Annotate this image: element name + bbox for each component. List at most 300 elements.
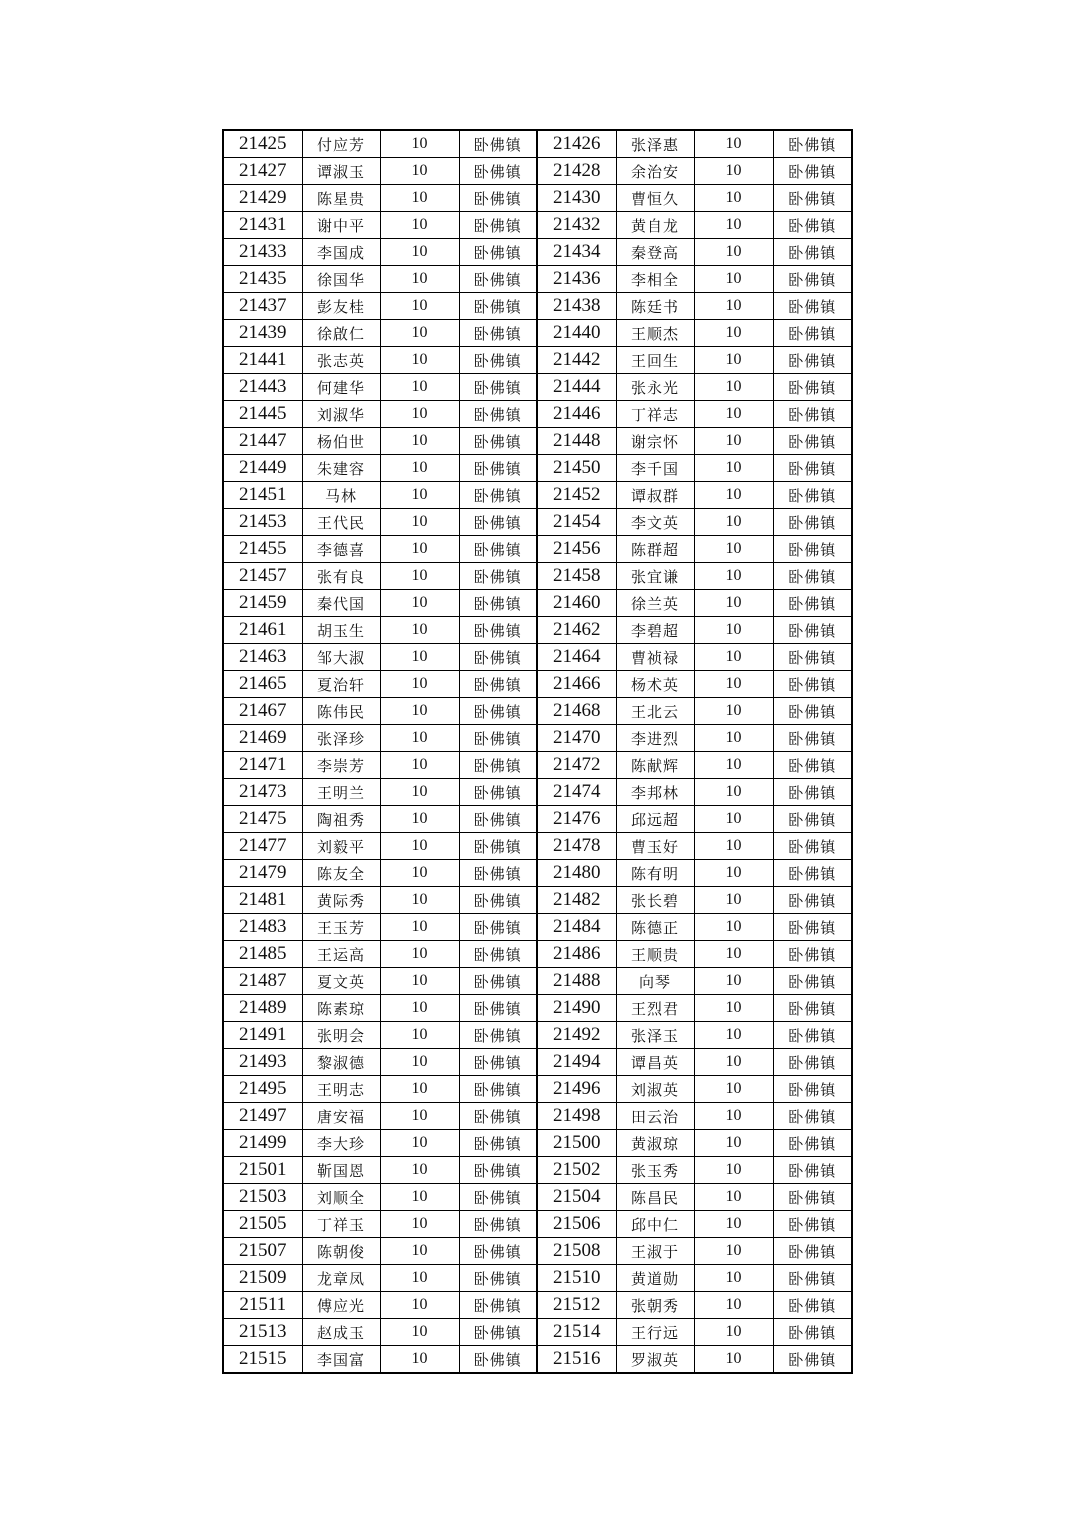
- record-id-cell: 21451: [223, 482, 302, 509]
- town-cell: 卧佛镇: [773, 212, 852, 239]
- record-id-cell: 21436: [537, 266, 616, 293]
- person-name-cell: 罗淑英: [616, 1346, 694, 1374]
- record-id-cell: 21440: [537, 320, 616, 347]
- person-name-cell: 陈星贵: [302, 185, 380, 212]
- person-name-cell: 王北云: [616, 698, 694, 725]
- person-name-cell: 杨术英: [616, 671, 694, 698]
- amount-cell: 10: [380, 1265, 459, 1292]
- record-id-cell: 21449: [223, 455, 302, 482]
- person-name-cell: 陈廷书: [616, 293, 694, 320]
- amount-cell: 10: [380, 995, 459, 1022]
- amount-cell: 10: [380, 725, 459, 752]
- table-row: [223, 617, 852, 644]
- town-cell: 卧佛镇: [773, 1049, 852, 1076]
- town-cell: 卧佛镇: [773, 563, 852, 590]
- amount-cell: 10: [694, 1211, 773, 1238]
- amount-cell: 10: [694, 860, 773, 887]
- town-cell: 卧佛镇: [459, 1049, 537, 1076]
- amount-cell: 10: [380, 1319, 459, 1346]
- amount-cell: 10: [380, 1184, 459, 1211]
- record-id-cell: 21429: [223, 185, 302, 212]
- record-id-cell: 21482: [537, 887, 616, 914]
- table-row: [223, 563, 852, 590]
- town-cell: 卧佛镇: [773, 617, 852, 644]
- person-name-cell: 李国富: [302, 1346, 380, 1374]
- record-id-cell: 21496: [537, 1076, 616, 1103]
- town-cell: 卧佛镇: [773, 779, 852, 806]
- table-row: [223, 1157, 852, 1184]
- record-id-cell: 21460: [537, 590, 616, 617]
- person-name-cell: 王顺杰: [616, 320, 694, 347]
- town-cell: 卧佛镇: [459, 698, 537, 725]
- table-row: [223, 644, 852, 671]
- record-id-cell: 21480: [537, 860, 616, 887]
- town-cell: 卧佛镇: [459, 779, 537, 806]
- amount-cell: 10: [694, 1346, 773, 1374]
- amount-cell: 10: [380, 158, 459, 185]
- record-id-cell: 21459: [223, 590, 302, 617]
- record-id-cell: 21452: [537, 482, 616, 509]
- record-id-cell: 21441: [223, 347, 302, 374]
- person-name-cell: 徐国华: [302, 266, 380, 293]
- town-cell: 卧佛镇: [459, 266, 537, 293]
- table-row: [223, 1211, 852, 1238]
- record-id-cell: 21499: [223, 1130, 302, 1157]
- table-row: [223, 1238, 852, 1265]
- record-id-cell: 21501: [223, 1157, 302, 1184]
- record-id-cell: 21488: [537, 968, 616, 995]
- amount-cell: 10: [380, 914, 459, 941]
- amount-cell: 10: [380, 185, 459, 212]
- person-name-cell: 王明兰: [302, 779, 380, 806]
- amount-cell: 10: [694, 293, 773, 320]
- town-cell: 卧佛镇: [773, 1076, 852, 1103]
- town-cell: 卧佛镇: [459, 1157, 537, 1184]
- town-cell: 卧佛镇: [773, 374, 852, 401]
- person-name-cell: 王淑于: [616, 1238, 694, 1265]
- amount-cell: 10: [694, 1319, 773, 1346]
- amount-cell: 10: [694, 1157, 773, 1184]
- record-id-cell: 21438: [537, 293, 616, 320]
- amount-cell: 10: [380, 1157, 459, 1184]
- town-cell: 卧佛镇: [459, 401, 537, 428]
- person-name-cell: 黎淑德: [302, 1049, 380, 1076]
- person-name-cell: 张明会: [302, 1022, 380, 1049]
- record-id-cell: 21494: [537, 1049, 616, 1076]
- record-id-cell: 21426: [537, 130, 616, 158]
- town-cell: 卧佛镇: [773, 968, 852, 995]
- person-name-cell: 曹恒久: [616, 185, 694, 212]
- person-name-cell: 靳国恩: [302, 1157, 380, 1184]
- person-name-cell: 徐兰英: [616, 590, 694, 617]
- table-row: [223, 320, 852, 347]
- town-cell: 卧佛镇: [773, 1157, 852, 1184]
- record-id-cell: 21504: [537, 1184, 616, 1211]
- person-name-cell: 夏治轩: [302, 671, 380, 698]
- town-cell: 卧佛镇: [773, 185, 852, 212]
- town-cell: 卧佛镇: [459, 941, 537, 968]
- record-id-cell: 21484: [537, 914, 616, 941]
- record-id-cell: 21454: [537, 509, 616, 536]
- town-cell: 卧佛镇: [773, 455, 852, 482]
- table-row: [223, 185, 852, 212]
- record-id-cell: 21502: [537, 1157, 616, 1184]
- person-name-cell: 陈昌民: [616, 1184, 694, 1211]
- amount-cell: 10: [694, 698, 773, 725]
- record-id-cell: 21464: [537, 644, 616, 671]
- table-row: [223, 401, 852, 428]
- record-id-cell: 21431: [223, 212, 302, 239]
- town-cell: 卧佛镇: [773, 401, 852, 428]
- record-id-cell: 21514: [537, 1319, 616, 1346]
- amount-cell: 10: [694, 1238, 773, 1265]
- amount-cell: 10: [380, 401, 459, 428]
- record-id-cell: 21463: [223, 644, 302, 671]
- person-name-cell: 李文英: [616, 509, 694, 536]
- record-id-cell: 21489: [223, 995, 302, 1022]
- person-name-cell: 张泽玉: [616, 1022, 694, 1049]
- record-id-cell: 21474: [537, 779, 616, 806]
- person-name-cell: 朱建容: [302, 455, 380, 482]
- amount-cell: 10: [380, 779, 459, 806]
- record-id-cell: 21446: [537, 401, 616, 428]
- town-cell: 卧佛镇: [459, 374, 537, 401]
- person-name-cell: 王明志: [302, 1076, 380, 1103]
- town-cell: 卧佛镇: [459, 1211, 537, 1238]
- table-row: [223, 698, 852, 725]
- record-id-cell: 21513: [223, 1319, 302, 1346]
- town-cell: 卧佛镇: [773, 833, 852, 860]
- town-cell: 卧佛镇: [459, 617, 537, 644]
- town-cell: 卧佛镇: [459, 293, 537, 320]
- town-cell: 卧佛镇: [773, 1319, 852, 1346]
- person-name-cell: 张有良: [302, 563, 380, 590]
- amount-cell: 10: [694, 1292, 773, 1319]
- person-name-cell: 王玉芳: [302, 914, 380, 941]
- amount-cell: 10: [380, 212, 459, 239]
- roster-table-body: [223, 130, 852, 1373]
- town-cell: 卧佛镇: [459, 914, 537, 941]
- person-name-cell: 徐啟仁: [302, 320, 380, 347]
- person-name-cell: 陈有明: [616, 860, 694, 887]
- record-id-cell: 21477: [223, 833, 302, 860]
- record-id-cell: 21479: [223, 860, 302, 887]
- amount-cell: 10: [694, 130, 773, 158]
- town-cell: 卧佛镇: [459, 428, 537, 455]
- amount-cell: 10: [380, 1346, 459, 1374]
- record-id-cell: 21507: [223, 1238, 302, 1265]
- table-row: [223, 158, 852, 185]
- amount-cell: 10: [694, 725, 773, 752]
- amount-cell: 10: [694, 1130, 773, 1157]
- person-name-cell: 陶祖秀: [302, 806, 380, 833]
- amount-cell: 10: [380, 617, 459, 644]
- town-cell: 卧佛镇: [459, 212, 537, 239]
- town-cell: 卧佛镇: [459, 158, 537, 185]
- amount-cell: 10: [694, 1049, 773, 1076]
- town-cell: 卧佛镇: [459, 1022, 537, 1049]
- amount-cell: 10: [694, 1265, 773, 1292]
- amount-cell: 10: [694, 428, 773, 455]
- person-name-cell: 王烈君: [616, 995, 694, 1022]
- amount-cell: 10: [380, 887, 459, 914]
- person-name-cell: 李进烈: [616, 725, 694, 752]
- person-name-cell: 曹祯禄: [616, 644, 694, 671]
- amount-cell: 10: [380, 806, 459, 833]
- amount-cell: 10: [694, 1022, 773, 1049]
- town-cell: 卧佛镇: [773, 509, 852, 536]
- amount-cell: 10: [694, 563, 773, 590]
- amount-cell: 10: [694, 752, 773, 779]
- person-name-cell: 余治安: [616, 158, 694, 185]
- amount-cell: 10: [380, 1292, 459, 1319]
- town-cell: 卧佛镇: [459, 1292, 537, 1319]
- town-cell: 卧佛镇: [459, 1265, 537, 1292]
- table-row: [223, 293, 852, 320]
- person-name-cell: 李碧超: [616, 617, 694, 644]
- amount-cell: 10: [380, 374, 459, 401]
- town-cell: 卧佛镇: [459, 725, 537, 752]
- town-cell: 卧佛镇: [459, 563, 537, 590]
- amount-cell: 10: [380, 266, 459, 293]
- record-id-cell: 21503: [223, 1184, 302, 1211]
- record-id-cell: 21448: [537, 428, 616, 455]
- record-id-cell: 21492: [537, 1022, 616, 1049]
- town-cell: 卧佛镇: [773, 725, 852, 752]
- town-cell: 卧佛镇: [459, 752, 537, 779]
- record-id-cell: 21498: [537, 1103, 616, 1130]
- table-row: [223, 1292, 852, 1319]
- record-id-cell: 21508: [537, 1238, 616, 1265]
- record-id-cell: 21505: [223, 1211, 302, 1238]
- person-name-cell: 何建华: [302, 374, 380, 401]
- record-id-cell: 21475: [223, 806, 302, 833]
- table-row: [223, 1319, 852, 1346]
- record-id-cell: 21467: [223, 698, 302, 725]
- table-row: [223, 968, 852, 995]
- record-id-cell: 21462: [537, 617, 616, 644]
- town-cell: 卧佛镇: [459, 995, 537, 1022]
- person-name-cell: 邱远超: [616, 806, 694, 833]
- record-id-cell: 21472: [537, 752, 616, 779]
- amount-cell: 10: [380, 482, 459, 509]
- town-cell: 卧佛镇: [773, 293, 852, 320]
- amount-cell: 10: [694, 536, 773, 563]
- town-cell: 卧佛镇: [773, 536, 852, 563]
- table-row: [223, 1346, 852, 1374]
- person-name-cell: 彭友桂: [302, 293, 380, 320]
- town-cell: 卧佛镇: [773, 158, 852, 185]
- amount-cell: 10: [380, 239, 459, 266]
- person-name-cell: 张泽珍: [302, 725, 380, 752]
- record-id-cell: 21453: [223, 509, 302, 536]
- person-name-cell: 刘顺全: [302, 1184, 380, 1211]
- record-id-cell: 21465: [223, 671, 302, 698]
- record-id-cell: 21428: [537, 158, 616, 185]
- person-name-cell: 张玉秀: [616, 1157, 694, 1184]
- amount-cell: 10: [380, 1211, 459, 1238]
- town-cell: 卧佛镇: [773, 1211, 852, 1238]
- amount-cell: 10: [694, 833, 773, 860]
- person-name-cell: 谢中平: [302, 212, 380, 239]
- table-row: [223, 266, 852, 293]
- record-id-cell: 21432: [537, 212, 616, 239]
- person-name-cell: 王顺贵: [616, 941, 694, 968]
- town-cell: 卧佛镇: [773, 239, 852, 266]
- record-id-cell: 21485: [223, 941, 302, 968]
- person-name-cell: 付应芳: [302, 130, 380, 158]
- record-id-cell: 21456: [537, 536, 616, 563]
- amount-cell: 10: [694, 401, 773, 428]
- town-cell: 卧佛镇: [459, 1346, 537, 1374]
- person-name-cell: 黄道勋: [616, 1265, 694, 1292]
- amount-cell: 10: [694, 644, 773, 671]
- town-cell: 卧佛镇: [773, 1238, 852, 1265]
- town-cell: 卧佛镇: [773, 428, 852, 455]
- table-row: [223, 428, 852, 455]
- person-name-cell: 刘淑华: [302, 401, 380, 428]
- table-row: [223, 1103, 852, 1130]
- record-id-cell: 21434: [537, 239, 616, 266]
- person-name-cell: 李相全: [616, 266, 694, 293]
- amount-cell: 10: [380, 968, 459, 995]
- amount-cell: 10: [380, 1022, 459, 1049]
- amount-cell: 10: [694, 806, 773, 833]
- town-cell: 卧佛镇: [459, 644, 537, 671]
- town-cell: 卧佛镇: [773, 914, 852, 941]
- table-row: [223, 482, 852, 509]
- town-cell: 卧佛镇: [773, 887, 852, 914]
- record-id-cell: 21435: [223, 266, 302, 293]
- amount-cell: 10: [694, 455, 773, 482]
- town-cell: 卧佛镇: [773, 671, 852, 698]
- town-cell: 卧佛镇: [459, 968, 537, 995]
- person-name-cell: 李国成: [302, 239, 380, 266]
- person-name-cell: 张宜谦: [616, 563, 694, 590]
- person-name-cell: 邹大淑: [302, 644, 380, 671]
- amount-cell: 10: [380, 833, 459, 860]
- table-row: [223, 671, 852, 698]
- table-row: [223, 941, 852, 968]
- record-id-cell: 21515: [223, 1346, 302, 1374]
- amount-cell: 10: [380, 1103, 459, 1130]
- person-name-cell: 杨伯世: [302, 428, 380, 455]
- person-name-cell: 谭淑玉: [302, 158, 380, 185]
- record-id-cell: 21430: [537, 185, 616, 212]
- record-id-cell: 21510: [537, 1265, 616, 1292]
- table-row: [223, 212, 852, 239]
- amount-cell: 10: [694, 968, 773, 995]
- table-row: [223, 509, 852, 536]
- person-name-cell: 王行远: [616, 1319, 694, 1346]
- record-id-cell: 21447: [223, 428, 302, 455]
- table-row: [223, 590, 852, 617]
- town-cell: 卧佛镇: [459, 590, 537, 617]
- person-name-cell: 李邦林: [616, 779, 694, 806]
- town-cell: 卧佛镇: [773, 1184, 852, 1211]
- person-name-cell: 陈群超: [616, 536, 694, 563]
- town-cell: 卧佛镇: [459, 833, 537, 860]
- table-row: [223, 1265, 852, 1292]
- person-name-cell: 黄淑琼: [616, 1130, 694, 1157]
- person-name-cell: 陈德正: [616, 914, 694, 941]
- town-cell: 卧佛镇: [773, 1265, 852, 1292]
- town-cell: 卧佛镇: [459, 536, 537, 563]
- amount-cell: 10: [380, 536, 459, 563]
- amount-cell: 10: [694, 374, 773, 401]
- record-id-cell: 21442: [537, 347, 616, 374]
- amount-cell: 10: [694, 590, 773, 617]
- roster-table: [222, 129, 853, 1374]
- town-cell: 卧佛镇: [773, 1103, 852, 1130]
- table-row: [223, 752, 852, 779]
- amount-cell: 10: [380, 130, 459, 158]
- person-name-cell: 丁祥玉: [302, 1211, 380, 1238]
- table-row: [223, 239, 852, 266]
- amount-cell: 10: [380, 698, 459, 725]
- amount-cell: 10: [694, 779, 773, 806]
- person-name-cell: 陈献辉: [616, 752, 694, 779]
- town-cell: 卧佛镇: [459, 1319, 537, 1346]
- town-cell: 卧佛镇: [459, 482, 537, 509]
- record-id-cell: 21443: [223, 374, 302, 401]
- person-name-cell: 陈朝俊: [302, 1238, 380, 1265]
- person-name-cell: 秦登高: [616, 239, 694, 266]
- amount-cell: 10: [380, 1130, 459, 1157]
- table-row: [223, 1076, 852, 1103]
- town-cell: 卧佛镇: [773, 698, 852, 725]
- record-id-cell: 21471: [223, 752, 302, 779]
- person-name-cell: 刘毅平: [302, 833, 380, 860]
- person-name-cell: 李崇芳: [302, 752, 380, 779]
- record-id-cell: 21466: [537, 671, 616, 698]
- person-name-cell: 陈友全: [302, 860, 380, 887]
- record-id-cell: 21506: [537, 1211, 616, 1238]
- amount-cell: 10: [694, 887, 773, 914]
- table-row: [223, 455, 852, 482]
- amount-cell: 10: [380, 320, 459, 347]
- record-id-cell: 21493: [223, 1049, 302, 1076]
- person-name-cell: 唐安福: [302, 1103, 380, 1130]
- person-name-cell: 傅应光: [302, 1292, 380, 1319]
- record-id-cell: 21470: [537, 725, 616, 752]
- town-cell: 卧佛镇: [459, 887, 537, 914]
- person-name-cell: 张朝秀: [616, 1292, 694, 1319]
- amount-cell: 10: [380, 1238, 459, 1265]
- amount-cell: 10: [380, 644, 459, 671]
- record-id-cell: 21473: [223, 779, 302, 806]
- amount-cell: 10: [694, 509, 773, 536]
- table-row: [223, 806, 852, 833]
- record-id-cell: 21457: [223, 563, 302, 590]
- person-name-cell: 马林: [302, 482, 380, 509]
- person-name-cell: 胡玉生: [302, 617, 380, 644]
- person-name-cell: 王代民: [302, 509, 380, 536]
- town-cell: 卧佛镇: [773, 644, 852, 671]
- amount-cell: 10: [380, 860, 459, 887]
- person-name-cell: 邱中仁: [616, 1211, 694, 1238]
- amount-cell: 10: [694, 617, 773, 644]
- person-name-cell: 张志英: [302, 347, 380, 374]
- person-name-cell: 李德喜: [302, 536, 380, 563]
- person-name-cell: 赵成玉: [302, 1319, 380, 1346]
- table-row: [223, 130, 852, 158]
- record-id-cell: 21439: [223, 320, 302, 347]
- amount-cell: 10: [694, 995, 773, 1022]
- person-name-cell: 秦代国: [302, 590, 380, 617]
- town-cell: 卧佛镇: [459, 1103, 537, 1130]
- town-cell: 卧佛镇: [773, 752, 852, 779]
